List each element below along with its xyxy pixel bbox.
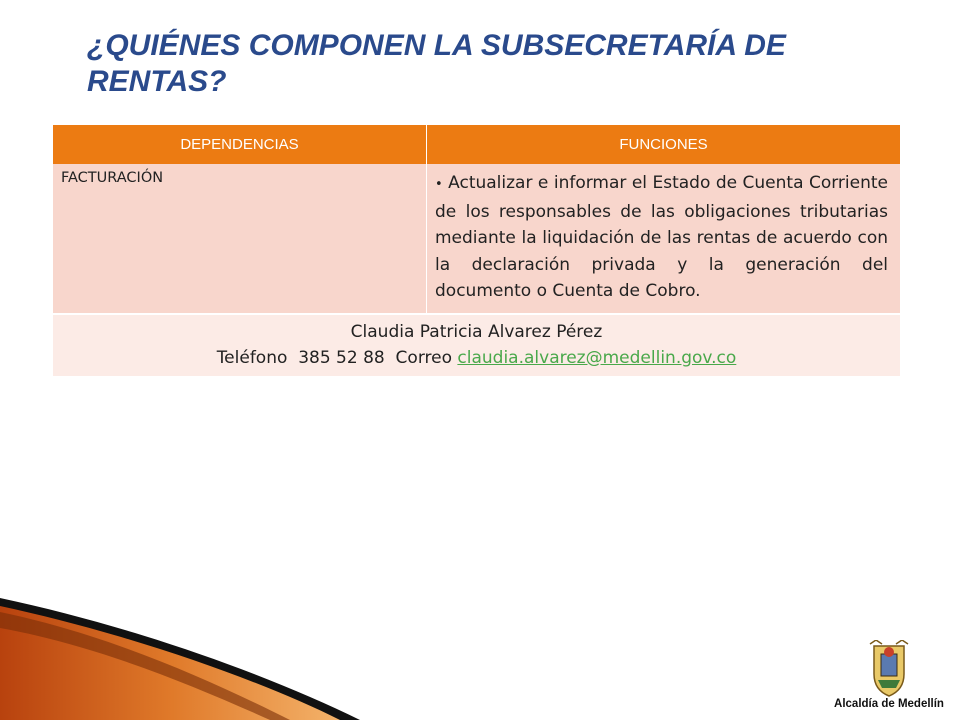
contact-row [53,314,900,376]
bullet-icon: • [435,177,443,192]
contact-cell [53,314,900,376]
header-funciones: FUNCIONES [427,125,901,164]
phone-label: Teléfono [216,347,288,368]
table-row [53,164,900,314]
page-title: ¿QUIÉNES COMPONEN LA SUBSECRETARÍA DE RENTAS? [87,29,786,98]
logo-text: Alcaldía de Medellín [834,698,944,710]
contact-name: Claudia Patricia Alvarez Pérez [350,321,603,342]
funcion-cell [427,164,901,314]
funcion-text: Actualizar e informar el Estado de Cuenta Corriente de los responsables de las obligaciones tributarias mediante la liquidación de las rentas de acuerdo con la declaración privada y la generación del documento o Cuenta de Cobro. [435,173,888,301]
coat-of-arms-icon [826,640,952,698]
header-dependencias: DEPENDENCIAS [53,125,427,164]
contact-line [59,345,894,371]
dependencia-cell: FACTURACIÓN [53,164,427,314]
phone-number: 385 52 88 [298,347,385,368]
email-label: Correo [395,347,452,368]
alcaldia-logo [826,640,952,716]
email-link[interactable]: claudia.alvarez@medellin.gov.co [457,347,737,368]
dependencies-table [53,125,900,376]
table-header-row [53,125,900,164]
